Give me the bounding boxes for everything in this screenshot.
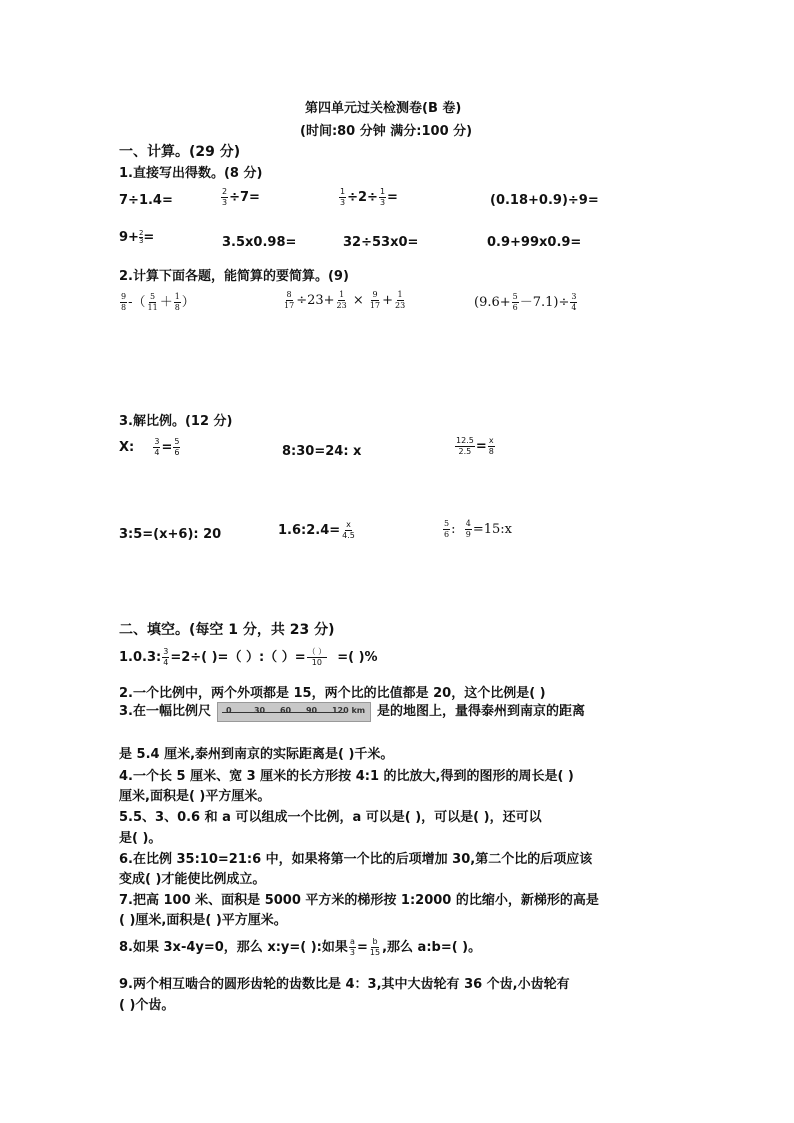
fill-q1: 1.0.3: $\frac{3}{4}$ =2÷( )=（ ）:（ ）= $\frac{( )}{10}$ =( )% [119, 647, 378, 667]
fill-q3-line1: 3.在一幅比例尺 0 30 60 90 120 km 是的地图上，量得泰州到南京的距离 [119, 700, 585, 722]
q3-b: 8:30=24: x [282, 444, 362, 459]
exam-subtitle: (时间:80 分钟 满分:100 分) [300, 124, 473, 139]
q3-a: X: $\frac{3}{4}$ = $\frac{5}{6}$ [119, 437, 180, 457]
q3-title: 3.解比例。(12 分) [119, 414, 233, 429]
q1-c: $\frac{1}{3}$ ÷2÷ $\frac{1}{3}$ = [340, 187, 398, 207]
section-2-title: 二、填空。(每空 1 分，共 23 分) [119, 622, 335, 638]
fill-q5-line2: 是( )。 [119, 831, 162, 846]
q2-c: (9.6+ $\frac{5}{6}$ －7.1)÷ $\frac{3}{4}$ [474, 292, 577, 312]
exam-title: 第四单元过关检测卷(B 卷) [305, 101, 462, 116]
q3-c: $\frac{12.5}{2.5}$ = $\frac{x}{8}$ [456, 436, 494, 456]
fill-q4-line1: 4.一个长 5 厘米、宽 3 厘米的长方形按 4:1 的比放大,得到的图形的周长是( ) [119, 769, 574, 784]
q3-d: 3:5=(x+6): 20 [119, 527, 222, 542]
q1-g: 32÷53x0= [343, 235, 419, 250]
fill-q5-line1: 5.5、3、0.6 和 a 可以组成一个比例，a 可以是( )，可以是( )，还可以 [119, 810, 542, 825]
fill-q7-line2: ( )厘米,面积是( )平方厘米。 [119, 913, 287, 928]
q1-d: (0.18+0.9)÷9= [490, 193, 599, 208]
fill-q9-line2: ( )个齿。 [119, 998, 175, 1013]
fill-q6-line1: 6.在比例 35:10=21:6 中，如果将第一个比的后项增加 30,第二个比的后项应该 [119, 852, 593, 867]
fill-q2: 2.一个比例中，两个外项都是 15，两个比的比值都是 20，这个比例是( ) [119, 686, 546, 701]
q3-f: $\frac{5}{6}$ : $\frac{4}{9}$ =15:x [444, 519, 512, 539]
fill-q8: 8.如果 3x-4y=0，那么 x:y=( ):如果 $\frac{a}{3}$ = $\frac{b}{15}$ ,那么 a:b=( )。 [119, 937, 482, 957]
q2-a: $\frac{9}{8}$ -（ $\frac{5}{11}$ ＋ $\frac{1}{8}$ ） [121, 292, 195, 312]
q1-e: 9+ $\frac{2}{3}$ = [119, 229, 155, 245]
fill-q4-line2: 厘米,面积是( )平方厘米。 [119, 789, 271, 804]
q3-e: 1.6:2.4= $\frac{x}{4.5}$ [278, 520, 355, 540]
fill-q6-line2: 变成( )才能使比例成立。 [119, 872, 266, 887]
map-scale-bar: 0 30 60 90 120 km [217, 702, 371, 722]
section-1-title: 一、计算。(29 分) [119, 144, 241, 160]
q1-b: $\frac{2}{3}$ ÷7= [222, 187, 260, 207]
fill-q3-line2: 是 5.4 厘米,泰州到南京的实际距离是( )千米。 [119, 747, 394, 762]
q2-b: $\frac{8}{17}$ ÷23+ $\frac{1}{23}$ × $\frac{9}{17}$ + $\frac{1}{23}$ [284, 290, 406, 310]
q1-title: 1.直接写出得数。(8 分) [119, 166, 263, 181]
q1-a: 7÷1.4= [119, 193, 173, 208]
q1-h: 0.9+99x0.9= [487, 235, 582, 250]
fill-q7-line1: 7.把高 100 米、面积是 5000 平方米的梯形按 1:2000 的比缩小，新梯形的高是 [119, 893, 599, 908]
q2-title: 2.计算下面各题，能简算的要简算。(9) [119, 269, 349, 284]
fill-q9-line1: 9.两个相互啮合的圆形齿轮的齿数比是 4：3,其中大齿轮有 36 个齿,小齿轮有 [119, 977, 570, 992]
q1-f: 3.5x0.98= [222, 235, 297, 250]
